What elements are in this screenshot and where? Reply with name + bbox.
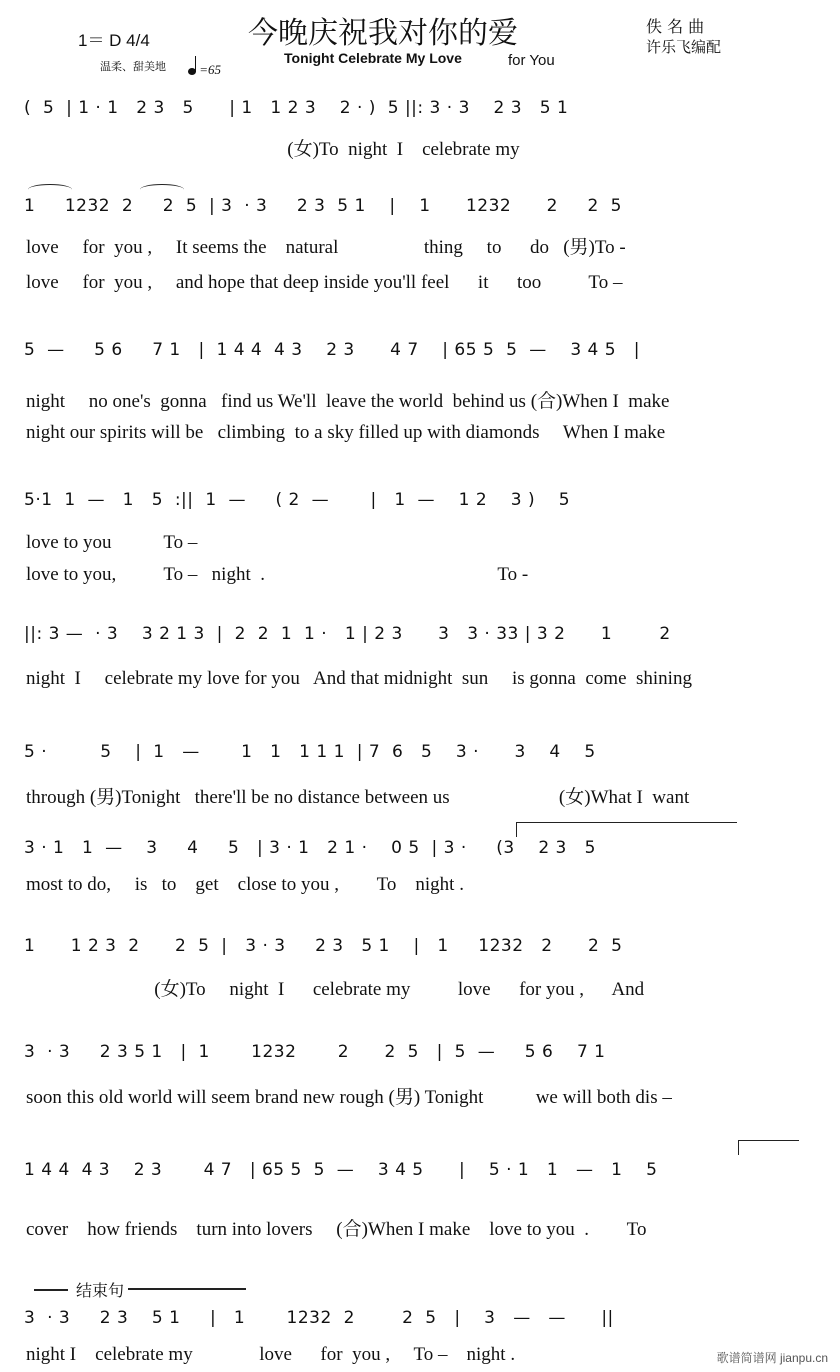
lyric-line: night I celebrate my love for you And that midnight sun is gonna come shining xyxy=(26,668,692,689)
tempo-value: =65 xyxy=(199,62,222,77)
lyric-line: (女)To night I celebrate my love for you , And xyxy=(26,979,645,1000)
notation-line: 3 · 1 1 — 3 4 5 | 3 · 1 2 1 · 0 5 | 3 · (3 2 3 5 xyxy=(24,838,596,858)
english-subtitle: Tonight Celebrate My Love xyxy=(284,50,462,66)
lyric-line: night no one's gonna find us We'll leave the world behind us (合)When I make xyxy=(26,391,670,412)
notation-line: ||: 3 — · 3 3 2 1 3 | 2 2 1 1 · 1 | 2 3 3 3 · 33 | 3 2 1 2 xyxy=(24,624,671,644)
coda-bracket-left xyxy=(34,1289,68,1291)
lyric-line: love for you , It seems the natural thing to do (男)To - xyxy=(26,237,626,258)
notation-line: 3 · 3 2 3 5 1 | 1 1232 2 2 5 | 5 — 5 6 7 1 xyxy=(24,1042,606,1062)
lyric-line: night I celebrate my love for you , To – night . xyxy=(26,1344,516,1365)
notation-line: 1 1 2 3 2 2 5 | 3 · 3 2 3 5 1 | 1 1232 2 2 5 xyxy=(24,936,623,956)
lyric-line: (女)To night I celebrate my xyxy=(26,139,520,160)
style-note: 温柔、甜美地 xyxy=(100,61,166,73)
lyric-line: soon this old world will seem brand new rough (男) Tonight we will both dis – xyxy=(26,1087,672,1108)
arranger: 许乐飞编配 xyxy=(646,38,722,56)
lyric-line: love to you, To – night . To - xyxy=(26,564,529,585)
tempo-marking xyxy=(188,62,221,78)
lyric-line: most to do, is to get close to you , To night . xyxy=(26,874,464,895)
lyric-line: love to you To – xyxy=(26,532,198,553)
volta-bracket xyxy=(516,822,737,837)
tie-mark xyxy=(140,184,184,195)
lyric-line: night our spirits will be climbing to a sky filled up with diamonds When I make xyxy=(26,422,666,443)
notation-line: 5 · 5 | 1 — 1 1 1 1 1 | 7 6 5 3 · 3 4 5 xyxy=(24,742,596,762)
song-title: 今晚庆祝我对你的爱 xyxy=(248,16,518,51)
coda-label: 结束句 xyxy=(76,1283,125,1300)
quarter-note-icon xyxy=(188,68,196,75)
lyric-line: love for you , and hope that deep inside you'll feel it too To – xyxy=(26,272,623,293)
volta-bracket xyxy=(738,1140,799,1155)
notation-line: 5·1 1 — 1 5 :|| 1 — ( 2 — | 1 — 1 2 3 ) 5 xyxy=(24,490,571,510)
notation-line: 3 · 3 2 3 5 1 | 1 1232 2 2 5 | 3 — — || xyxy=(24,1308,614,1328)
english-subtitle-tail: for You xyxy=(508,52,555,69)
notation-line: 1 1232 2 2 5 | 3 · 3 2 3 5 1 | 1 1232 2 2 5 xyxy=(24,196,622,216)
notation-line: 1 4 4 4 3 2 3 4 7 | 65 5 5 — 3 4 5 | 5 · 1 1 — 1 5 xyxy=(24,1160,658,1180)
notation-line: 5 — 5 6 7 1 | 1 4 4 4 3 2 3 4 7 | 65 5 5 — 3 4 5 | xyxy=(24,340,641,360)
composer: 佚 名 曲 xyxy=(646,17,705,36)
coda-bracket-right xyxy=(128,1288,246,1290)
watermark: 歌谱简谱网 jianpu.cn xyxy=(716,1351,828,1365)
key-signature: 1＝ D 4/4 xyxy=(78,31,150,50)
tie-mark xyxy=(28,184,72,195)
lyric-line: cover how friends turn into lovers (合)When I make love to you . To xyxy=(26,1219,647,1240)
notation-line: ( 5 | 1 · 1 2 3 5 | 1 1 2 3 2 · ) 5 ||: 3 · 3 2 3 5 1 xyxy=(24,98,569,118)
lyric-line: through (男)Tonight there'll be no distance between us (女)What I want xyxy=(26,787,690,808)
